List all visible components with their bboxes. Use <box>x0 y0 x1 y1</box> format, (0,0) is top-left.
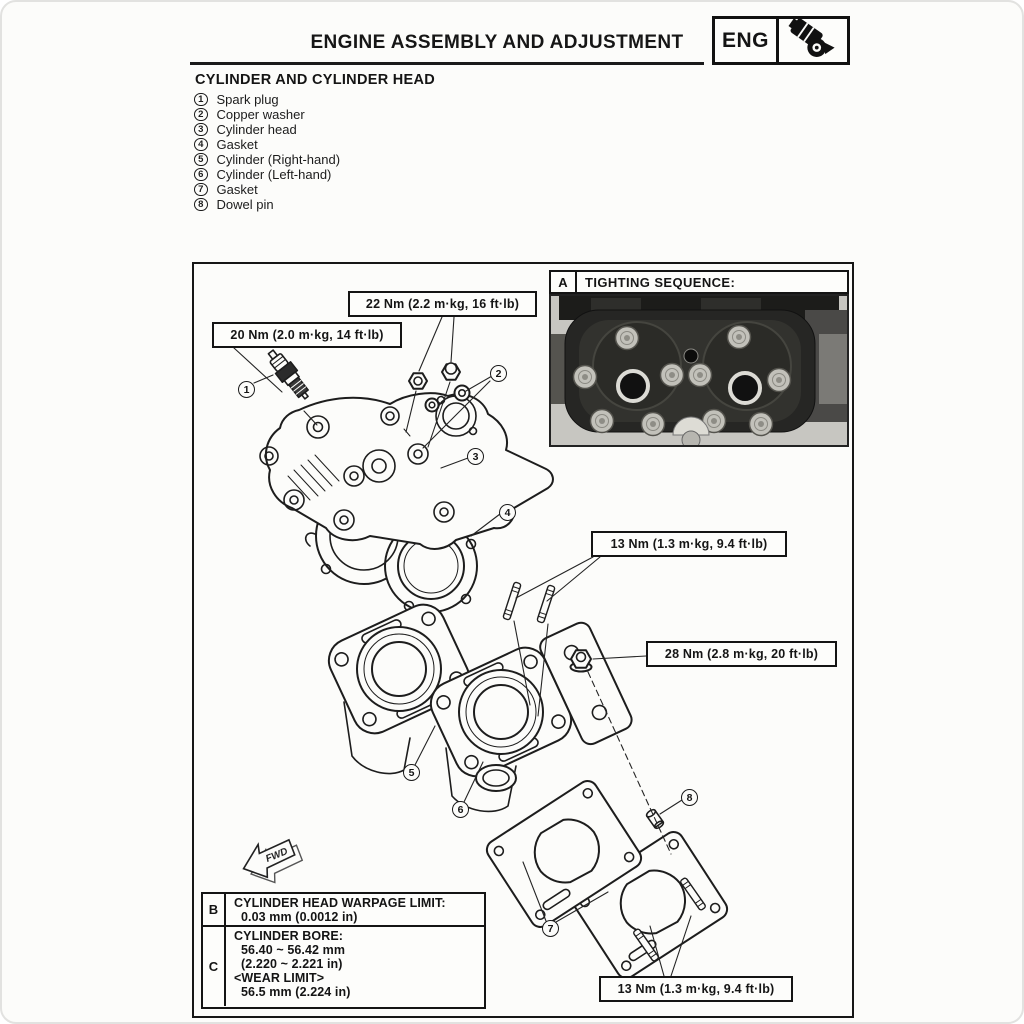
list-item: 8 Dowel pin <box>194 197 340 212</box>
torque-label-spark-plug: 20 Nm (2.0 m·kg, 14 ft·lb) <box>212 322 402 348</box>
callout-3-cylinder-head: 3 <box>467 448 484 465</box>
callout-2-copper-washer: 2 <box>490 365 507 382</box>
torque-label-upper-studs: 13 Nm (1.3 m·kg, 9.4 ft·lb) <box>591 531 787 557</box>
list-item: 7 Gasket <box>194 182 340 197</box>
part-number-badge: 2 <box>194 108 208 122</box>
spec-line: <WEAR LIMIT> <box>234 971 325 985</box>
part-number-badge: 6 <box>194 168 208 182</box>
callout-5-cylinder-rh: 5 <box>403 764 420 781</box>
inset-header <box>549 270 849 294</box>
callout-7-gasket: 7 <box>542 920 559 937</box>
cylinder-head-drawing <box>260 393 553 549</box>
list-item: 3 Cylinder head <box>194 122 340 137</box>
eng-badge <box>712 16 850 65</box>
part-number-badge: 1 <box>194 93 208 107</box>
section-title: CYLINDER AND CYLINDER HEAD <box>195 72 436 88</box>
spec-key-b: B <box>203 894 226 925</box>
spec-line: (2.220 ~ 2.221 in) <box>241 957 343 971</box>
cylinder-nut-drawing <box>571 650 592 671</box>
part-number-badge: 8 <box>194 198 208 212</box>
list-item: 5 Cylinder (Right-hand) <box>194 152 340 167</box>
upper-stud-drawing <box>503 582 555 623</box>
part-number-badge: 7 <box>194 183 208 197</box>
spec-line: 56.40 ~ 56.42 mm <box>241 943 346 957</box>
spec-row-bore <box>203 927 484 1006</box>
part-number-badge: 3 <box>194 123 208 137</box>
torque-label-cylinder-nuts: 28 Nm (2.8 m·kg, 20 ft·lb) <box>646 641 837 667</box>
list-item: 4 Gasket <box>194 137 340 152</box>
tightening-sequence-photo <box>549 294 849 447</box>
callout-6-cylinder-lh: 6 <box>452 801 469 818</box>
spec-line: CYLINDER HEAD WARPAGE LIMIT: <box>234 896 446 910</box>
parts-list <box>194 92 340 212</box>
eng-badge-label: ENG <box>715 19 779 62</box>
spec-line: 0.03 mm (0.0012 in) <box>241 910 358 924</box>
list-item: 1 Spark plug <box>194 92 340 107</box>
callout-8-dowel-pin: 8 <box>681 789 698 806</box>
fwd-arrow <box>236 832 304 886</box>
torque-label-head-nuts: 22 Nm (2.2 m·kg, 16 ft·lb) <box>348 291 537 317</box>
spec-line: 56.5 mm (2.224 in) <box>241 985 351 999</box>
spec-table <box>201 892 486 1009</box>
fwd-label: FWD <box>264 846 290 865</box>
spec-key-c: C <box>203 927 226 1006</box>
spec-row-warpage <box>203 894 484 927</box>
part-number-badge: 4 <box>194 138 208 152</box>
inset-label: A <box>551 272 577 292</box>
callout-4-gasket: 4 <box>499 504 516 521</box>
page-title: ENGINE ASSEMBLY AND ADJUSTMENT <box>310 32 684 53</box>
engine-cylinder-icon <box>779 19 847 62</box>
part-number-badge: 5 <box>194 153 208 167</box>
list-item: 6 Cylinder (Left-hand) <box>194 167 340 182</box>
inset-title: TIGHTING SEQUENCE: <box>585 274 736 290</box>
exploded-view-figure <box>192 262 854 1018</box>
spec-line: CYLINDER BORE: <box>234 929 344 943</box>
head-nut-drawing <box>409 363 460 389</box>
callout-1-spark-plug: 1 <box>238 381 255 398</box>
spark-plug-drawing <box>263 346 314 403</box>
list-item: 2 Copper washer <box>194 107 340 122</box>
torque-label-lower-studs: 13 Nm (1.3 m·kg, 9.4 ft·lb) <box>599 976 793 1002</box>
title-rule <box>190 62 704 65</box>
